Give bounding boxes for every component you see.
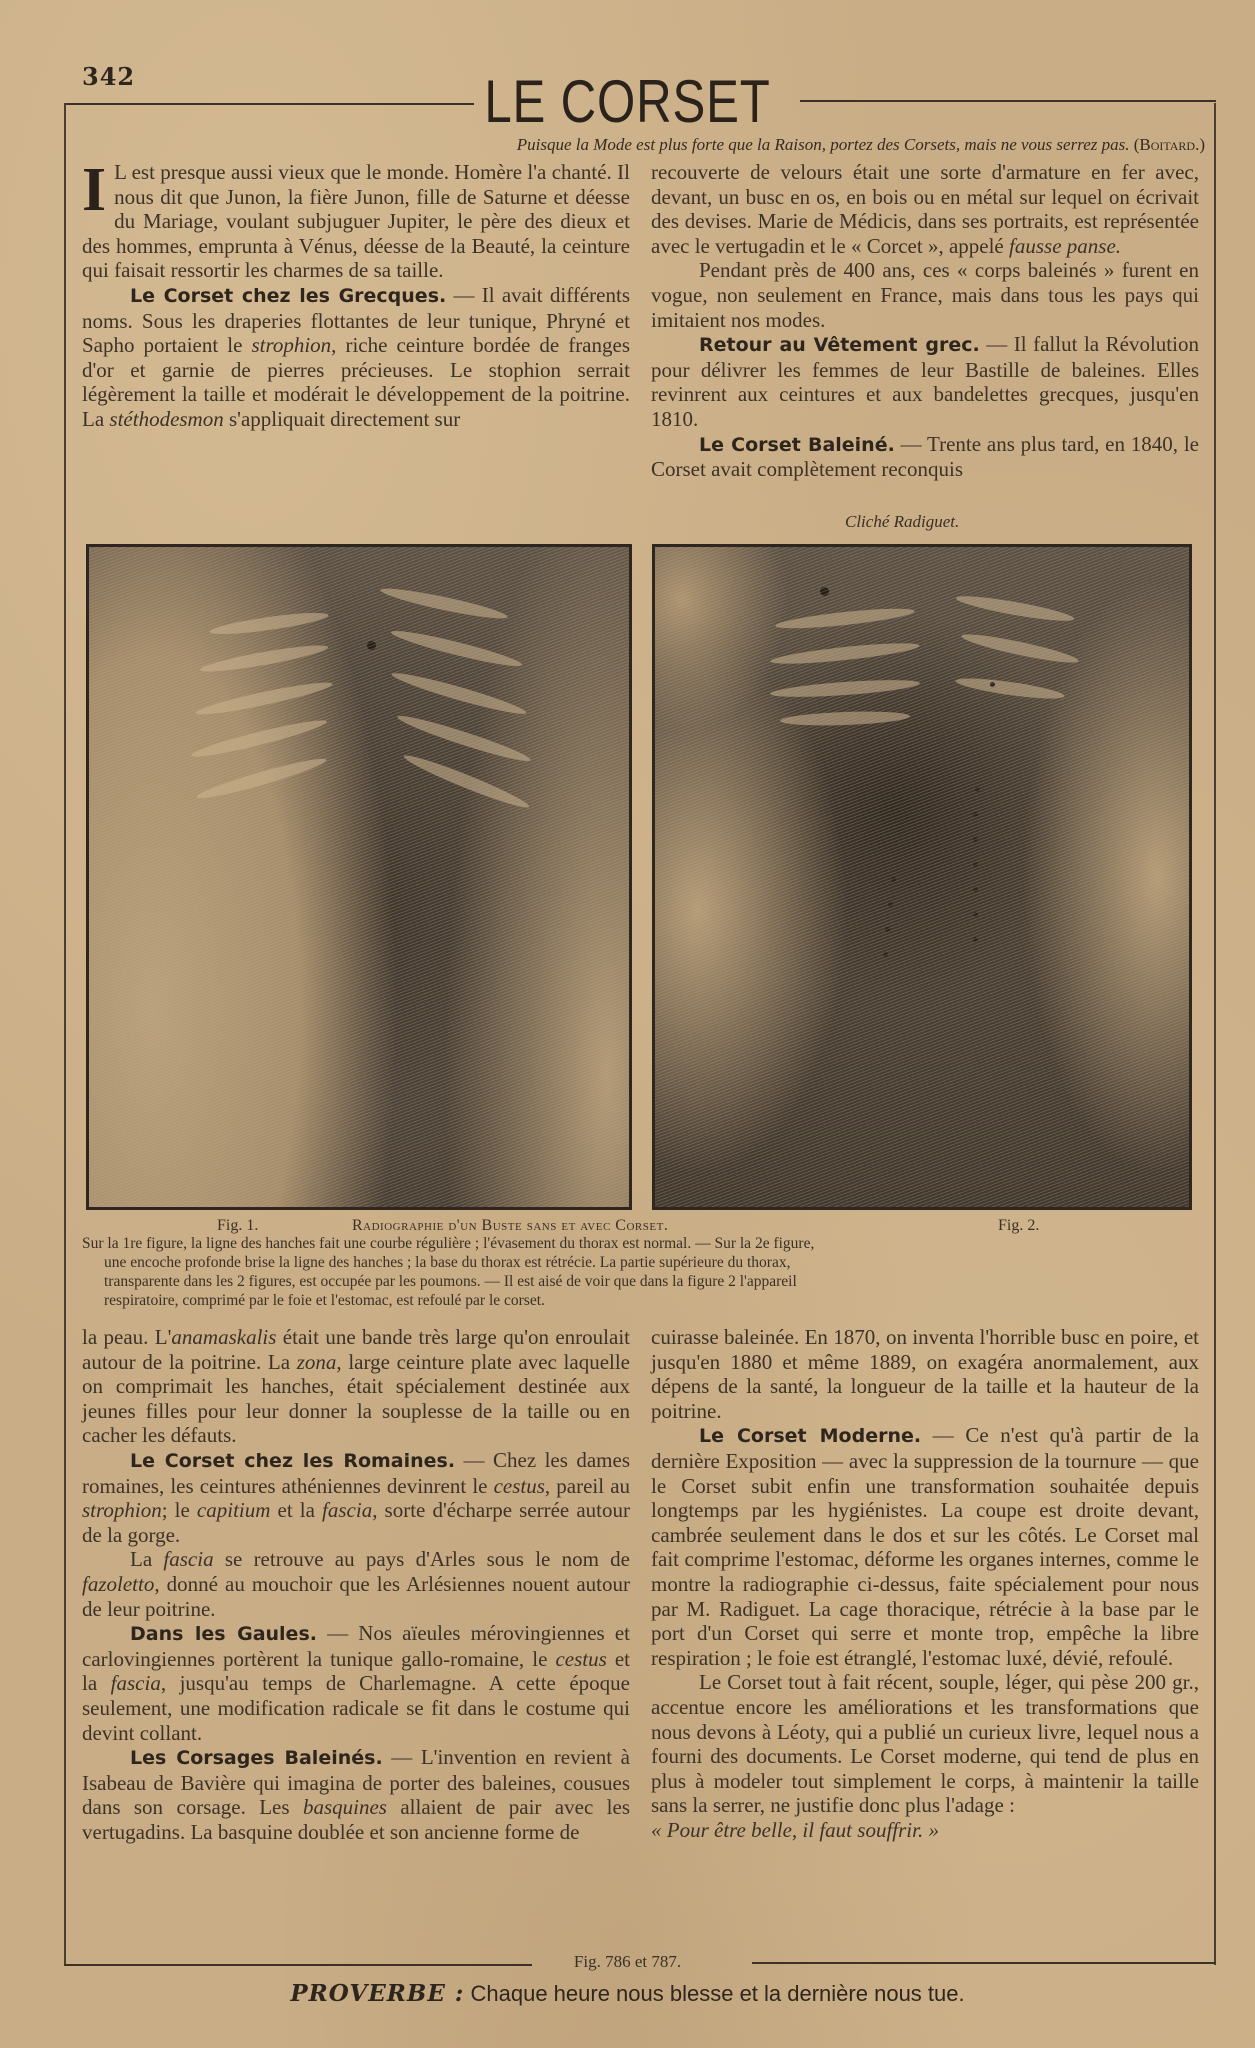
photo-credit: Cliché Radiguet. — [845, 512, 960, 531]
section-heading: Le Corset Moderne. — [699, 1425, 922, 1448]
paragraph: Pendant près de 400 ans, ces « corps baleinés » furent en vogue, non seulement en France, mais dans tous les pays qui imitaient nos modes. — [651, 258, 1199, 332]
page-title: LE CORSET — [484, 68, 771, 135]
section-retour: Retour au Vêtement grec. — Il fallut la Révolution pour délivrer les femmes de leur Bastille de baleines. Elles revinrent aux ceintures et aux bandelettes grecques, jusqu'en 1810. — [651, 332, 1199, 431]
figure-numbers: Fig. 786 et 787. — [573, 1952, 682, 1971]
corset-eyelet — [973, 912, 978, 917]
corset-eyelet — [883, 952, 888, 957]
column-bottom-left — [82, 1325, 630, 1844]
paragraph: Le Corset tout à fait récent, souple, léger, qui pèse 200 gr., accentue encore les améliorations et les transformations que nous devons à Léoty, qui a publié un curieux livre, lequel nous a fourni des documents. Le Corset moderne, qui tend de plus en plus à modeler tout simplement le corps, à maintenir la taille sans la serrer, ne justifie donc plus l'adage : — [651, 1670, 1199, 1818]
drop-cap: I — [82, 156, 107, 224]
proverb-text: Chaque heure nous blesse et la dernière nous tue. — [464, 1981, 965, 2006]
epigraph-text: Puisque la Mode est plus forte que la Raison, portez des Corsets, mais ne vous serrez pas. — [516, 135, 1130, 154]
section-corsages: Les Corsages Baleinés. — L'invention en revient à Isabeau de Bavière qui imagina de porter des baleines, cousues dans son corsage. Les basquines allaient de pair avec les vertugadins. La basquine doublée et son ancienne forme de — [82, 1745, 630, 1844]
corset-eyelet — [975, 787, 980, 792]
caption-line: respiratoire, comprimé par le foie et l'estomac, est refoulé par le corset. — [104, 1292, 545, 1309]
proverb-label: PROVERBE : — [290, 1980, 465, 2007]
caption-line: transparente dans les 2 figures, est occupée par les poumons. — Il est aisé de voir que dans la figure 2 l'appareil — [104, 1273, 797, 1290]
corset-eyelet — [891, 877, 896, 882]
marker-dot — [820, 587, 829, 596]
figure-caption-body — [82, 1234, 1200, 1310]
section-gaules: Dans les Gaules. — Nos aïeules mérovingiennes et carlovingiennes portèrent la tunique gallo-romaine, le cestus et la fascia, jusqu'au temps de Charlemagne. A cette époque seulement, une modification radicale se fit dans le costume qui devint collant. — [82, 1621, 631, 1745]
corset-eyelet — [888, 902, 893, 907]
fig2-label: Fig. 2. — [998, 1217, 1040, 1234]
corset-eyelet — [885, 927, 890, 932]
caption-title: Radiographie d'un Buste sans et avec Corset. — [352, 1217, 669, 1234]
corset-eyelet — [973, 887, 978, 892]
fig1-label: Fig. 1. — [217, 1217, 259, 1234]
paragraph: la peau. L'anamaskalis était une bande très large qu'on enroulait autour de la poitrine. La zona, large ceinture plate avec laquelle on comprimait les hanches, était spécialement destinée aux jeunes filles pour leur donner la souplesse de la taille ou en cacher les défauts. — [82, 1325, 631, 1448]
section-romaines: Le Corset chez les Romaines. — Chez les dames romaines, les ceintures athéniennes devinrent le cestus, pareil au strophion; le capitium et la fascia, sorte d'écharpe serrée autour de la gorge. — [82, 1447, 631, 1547]
epigraph — [120, 135, 1205, 155]
column-bottom-right — [651, 1325, 1199, 1842]
corset-eyelet — [973, 837, 978, 842]
intro-paragraph: I L est presque aussi vieux que le monde. Homère l'a chanté. Il nous dit que Junon, la fière Junon, fille de Saturne et déesse du Mariage, voulant subjuguer Jupiter, le père des dieux et des hommes, emprunta à Vénus, déesse de la Beauté, la ceinture qui faisait ressortir les charmes de sa taille. — [82, 156, 630, 283]
section-baleine: Le Corset Baleiné. — Trente ans plus tard, en 1840, le Corset avait complètement reconquis — [651, 431, 1199, 482]
xray-figure-1 — [86, 544, 632, 1210]
column-top-left — [82, 156, 630, 432]
section-heading: Le Corset chez les Romaines. — [130, 1449, 456, 1472]
xray-figure-2 — [652, 544, 1192, 1210]
section-heading: Retour au Vêtement grec. — [699, 334, 980, 357]
corset-eyelet — [990, 682, 995, 687]
section-heading: Dans les Gaules. — [130, 1623, 317, 1646]
paragraph: cuirasse baleinée. En 1870, on inventa l'horrible busc en poire, et jusqu'en 1880 et même 1889, on exagéra anormalement, aux dépens de la santé, la longueur de la taille et la hauteur de la poitrine. — [651, 1325, 1199, 1423]
page-number: 342 — [82, 62, 136, 91]
corset-eyelet — [973, 937, 978, 942]
corset-eyelet — [973, 812, 978, 817]
paragraph: La fascia se retrouve au pays d'Arles sous le nom de fazoletto, donné au mouchoir que les Arlésiennes nouent autour de leur poitrine. — [82, 1547, 630, 1621]
section-heading: Le Corset chez les Grecques. — [130, 284, 447, 307]
section-heading: Le Corset Baleiné. — [699, 433, 895, 456]
section-grecques: Le Corset chez les Grecques. — Il avait différents noms. Sous les draperies flottantes de leur tunique, Phryné et Sapho portaient le strophion, riche ceinture bordée de franges d'or et garnie de pierres précieuses. Le stophion serrait légèrement la taille et modérait le développement de la poitrine. La stéthodesmon s'appliquait directement sur — [82, 282, 630, 431]
section-heading: Les Corsages Baleinés. — [130, 1747, 383, 1770]
proverb — [0, 1980, 1255, 2007]
section-moderne: Le Corset Moderne. — Ce n'est qu'à partir de la dernière Exposition — avec la suppression de la tournure — que le Corset subit enfin une transformation souhaitée depuis longtemps par les hygiénistes. La coupe est droite devant, cambrée seulement dans le dos et sur les côtés. Le Corset mal fait comprime l'estomac, déforme les organes internes, comme le montre la radiographie ci-dessus, faite spécialement pour nous par M. Radiguet. La cage thoracique, rétrécie à la base par le port d'un Corset qui serre et monte trop, empêche la libre respiration ; le foie est étranglé, l'estomac luxé, dévié, refoulé. — [651, 1423, 1199, 1670]
adage: « Pour être belle, il faut souffrir. » — [651, 1817, 939, 1842]
paragraph: recouverte de velours était une sorte d'armature en fer avec, devant, un busc en os, en bois ou en métal sur lequel on écrivait des devises. Marie de Médicis, dans ses portraits, est représentée avec le vertugadin et le « Corcet », appelé fausse panse. — [651, 160, 1199, 258]
caption-line: une encoche profonde brise la ligne des hanches ; la base du thorax est rétrécie. La partie supérieure du thorax, — [104, 1254, 791, 1271]
epigraph-author: (Boitard.) — [1133, 135, 1205, 154]
corset-eyelet — [973, 862, 978, 867]
marker-dot — [367, 641, 376, 650]
column-top-right — [651, 160, 1199, 482]
caption-line: Sur la 1re figure, la ligne des hanches fait une courbe régulière ; l'évasement du thorax est normal. — Sur la 2e figure, — [82, 1235, 815, 1252]
